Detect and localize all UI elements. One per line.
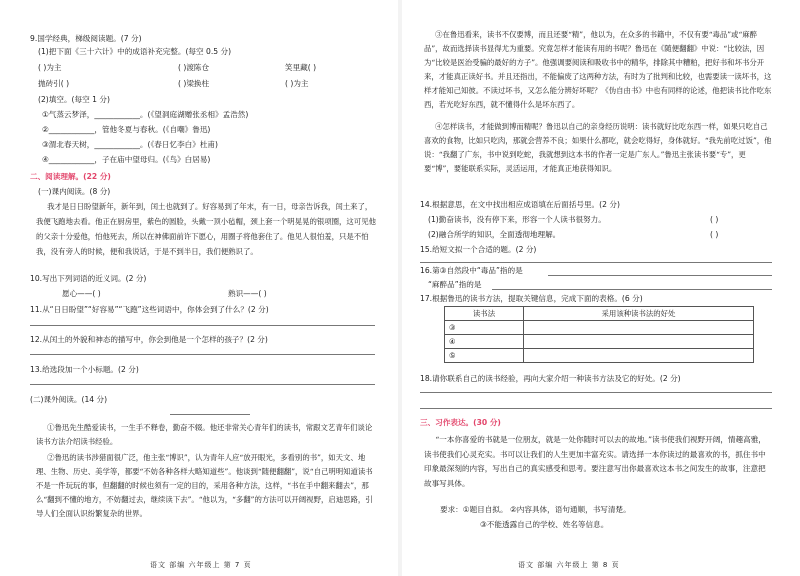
passage2-para3: ③在鲁迅看来，读书不仅要博，而且还要“精”，他以为，在众多的书籍中，不仅有要“毒品”或“麻醉品”，故而选择读书显得尤为重要。究竟怎样才能读有用的书呢？鲁迅在《随便翻翻》中说：“比较法，因为“比较是医治受骗的最好的方子”。他强调要阅读和吸收书中的精华，排除其中糟粕，把好书和坏书分开来，才能真正读好书。并且还指出，不能偏废了这两种方法，有时为了批判和比较，也需要读一读坏书，这样才能知己知彼。不读过坏书，又怎么能分辨好坏呢？《伪自由书》中也有同样的论述，他把读书比作吃东西，若光吃好东西，就不懂得什么是坏东西了。 bbox=[424, 30, 772, 109]
q15: 15.给短文拟一个合适的题。(2 分) bbox=[420, 245, 537, 254]
q10-a: 愿心——( ) bbox=[62, 289, 101, 298]
table-header-benefit: 采用该种读书法的好处 bbox=[524, 307, 754, 321]
idiom-6: ( )为主 bbox=[285, 79, 309, 88]
q15-answer-line[interactable] bbox=[420, 262, 772, 263]
passage2-para2: ②鲁迅的读书涉猎面很广泛，他主张“博识”，认为青年人应“放开眼光，多看别的书”，如天文、地理、生物、历史、美学等，都要“不妨各种各样大略知道些”。他谈到“随便翻翻”，说“自己明明知道读书不是一件玩玩的事，但翻翻的时候也须有一定的目的，采用各种方法，这样，“书在手中翻来翻去”，那么“翻到不懂的地方，不妨翻过去，继续读下去”。“他以为，“多翻”的方法可以开阔视野，启迪思路，引导人们全面认识纷繁复杂的世界。 bbox=[36, 453, 373, 518]
passage1-title: (一)课内阅读。(8 分) bbox=[38, 187, 111, 196]
idiom-1: ( )为主 bbox=[38, 63, 62, 72]
table-row-label: ⑤ bbox=[445, 349, 524, 363]
passage2-para1: ①鲁迅先生酷爱读书，一生手不释卷，勤奋不辍。他还非常关心青年们的读书，常跟文艺青年们谈论读书方法介绍读书经验。 bbox=[36, 423, 373, 446]
q14-2-blank[interactable]: ( ) bbox=[710, 230, 719, 239]
q9-title: 9.国学经典，梯级阅读题。(7 分) bbox=[30, 34, 142, 43]
q18-answer-line-1[interactable] bbox=[420, 392, 772, 393]
q14-2: (2)融合所学的知识，全面透彻地理解。 bbox=[428, 230, 561, 239]
q9-sub1: (1)把下面《三十六计》中的成语补充完整。(每空 0.5 分) bbox=[38, 47, 232, 56]
q16b: “麻醉品”指的是 bbox=[428, 280, 482, 289]
passage1-text: 我才是日日盼望新年，新年到，闰土也就到了。好容易到了年末，有一日，母亲告诉我，闰土来了，我便飞跑地去看。他正在厨房里，紫色的圆脸，头戴一顶小毡帽，颈上套一个明晃晃的银项圈，这可见他的父亲十分爱他，怕他死去，所以在神佛面前许下愿心，用圈子将他套住了。他见人很怕羞，只是不怕我，没有旁人的时候，便和我说话，于是不到半日，我们便熟识了。 bbox=[36, 202, 376, 256]
table-row-label: ④ bbox=[445, 335, 524, 349]
q18-answer-line-2[interactable] bbox=[420, 408, 772, 409]
q12: 12.从闰土的外貌和神态的描写中，你会到他是一个怎样的孩子？(2 分) bbox=[30, 335, 268, 344]
essay-requirements-2: ③不能透露自己的学校、姓名等信息。 bbox=[480, 520, 609, 529]
table-cell-input[interactable] bbox=[524, 321, 754, 335]
reading-method-table bbox=[444, 306, 754, 363]
section-2-heading: 二、阅读理解。(22 分) bbox=[30, 172, 111, 181]
passage2-para4: ④怎样读书，才能做到博而精呢？鲁迅以自己的亲身经历说明：读书就好比吃东西一样，如果只吃自己喜欢的食物，比如只吃肉，那就会营养不良；如果什么都吃，就会吃得好，身体就好。“我先前吃过饭”，他说：“我翻了广东，书中说到吃蛇，我就想到这本书的作者一定是广东人。”鲁迅主张读书要“专”，更要“博”，要能联系实际，灵活运用，才能真正地获得知识。 bbox=[424, 122, 772, 173]
q11-answer-line[interactable] bbox=[30, 325, 375, 326]
q16b-answer-line[interactable] bbox=[492, 289, 772, 290]
q14-1-blank[interactable]: ( ) bbox=[710, 215, 719, 224]
right-page bbox=[400, 0, 800, 576]
essay-prompt: “一本你喜爱的书就是一位朋友，就是一处你随时可以去的故地。”读书使我们视野开阔，情趣高雅，读书使我们心灵充实。书可以让我们的人生更加丰富充实。请选择一本你读过的最喜欢的书，抓住书中印象最深刻的内容，写出自己的真实感受和思考。要注意写出你最喜欢这本书之间发生的故事，注意把故事写具体。 bbox=[424, 435, 766, 488]
q11: 11.从“日日盼望”“好容易”“飞跑”这些词语中，你体会到了什么？(2 分) bbox=[30, 305, 269, 314]
q14-1: (1)勤奋读书，没有停下来，形容一个人读书很努力。 bbox=[428, 215, 606, 224]
q16-answer-line[interactable] bbox=[548, 275, 772, 276]
table-cell-input[interactable] bbox=[524, 349, 754, 363]
passage2-title: (二)课外阅读。(14 分) bbox=[30, 395, 108, 404]
table-header-method: 读书法 bbox=[445, 307, 524, 321]
idiom-2: ( )渡陈仓 bbox=[178, 63, 210, 72]
idiom-5: ( )梁换柱 bbox=[178, 79, 210, 88]
idiom-4: 抛砖引( ) bbox=[38, 79, 70, 88]
q16: 16.第③自然段中“毒品”指的是 bbox=[420, 266, 523, 275]
fill-3: ③渭北春天树，____________。(《春日忆李白》杜甫) bbox=[42, 140, 218, 149]
section-3-heading: 三、习作表达。(30 分) bbox=[420, 418, 501, 427]
passage2-title-line[interactable] bbox=[170, 414, 250, 415]
right-footer: 语文 部编 六年级上 第 8 页 bbox=[518, 561, 620, 570]
q17: 17.根据鲁迅的读书方法，提取关键信息，完成下面的表格。(6 分) bbox=[420, 294, 643, 303]
fill-4: ④____________，子在庙中望母归。(《鸟》白居易) bbox=[42, 155, 211, 164]
q12-answer-line[interactable] bbox=[30, 354, 375, 355]
q10-b: 熟识——( ) bbox=[228, 289, 267, 298]
table-row-label: ③ bbox=[445, 321, 524, 335]
q9-sub2: (2)填空。(每空 1 分) bbox=[38, 95, 110, 104]
q13-answer-line[interactable] bbox=[30, 384, 375, 385]
q13: 13.给选段加一个小标题。(2 分) bbox=[30, 365, 139, 374]
left-footer: 语文 部编 六年级上 第 7 页 bbox=[150, 561, 252, 570]
q14: 14.根据意思，在文中找出相应成语填在后面括号里。(2 分) bbox=[420, 200, 620, 209]
q18: 18.请你联系自己的读书经验，再向大家介绍一种读书方法及它的好处。(2 分) bbox=[420, 374, 681, 383]
table-cell-input[interactable] bbox=[524, 335, 754, 349]
idiom-3: 笑里藏( ) bbox=[285, 63, 317, 72]
fill-1: ①气蒸云梦泽，____________。(《望洞庭湖赠张丞相》孟浩然) bbox=[42, 110, 249, 119]
essay-requirements: 要求：①题目自拟。 ②内容具体，语句通顺，书写清楚。 bbox=[440, 505, 631, 514]
fill-2: ②____________，管他冬夏与春秋。(《自嘲》鲁迅) bbox=[42, 125, 211, 134]
q10: 10.写出下列词语的近义词。(2 分) bbox=[30, 274, 147, 283]
